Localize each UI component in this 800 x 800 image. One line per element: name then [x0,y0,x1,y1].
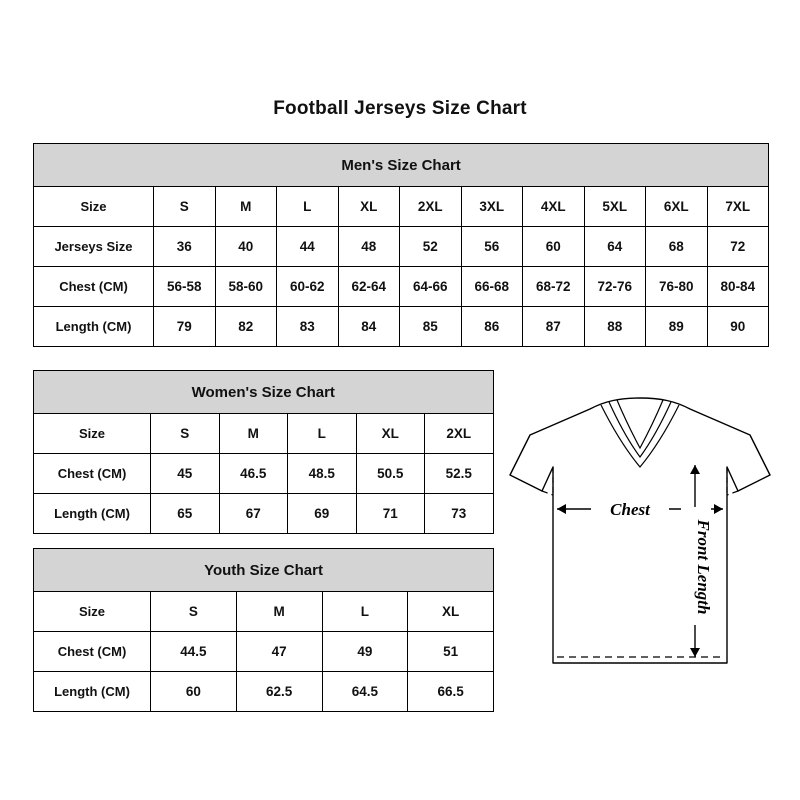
page-title: Football Jerseys Size Chart [273,98,527,119]
table-cell: XL [338,187,400,227]
table-cell: 90 [707,307,769,347]
row-label: Size [34,414,151,454]
youth-size-chart [33,548,493,712]
table-caption-row [34,549,494,592]
table-row [34,454,494,494]
table-cell: S [151,414,220,454]
womens-size-chart [33,370,493,534]
table-caption-row [34,144,769,187]
table-cell: 64 [584,227,646,267]
table-cell: 86 [461,307,523,347]
table-cell: 72-76 [584,267,646,307]
table-cell: 76-80 [646,267,708,307]
table-cell: 65 [151,494,220,534]
table-cell: L [277,187,339,227]
table-cell: 45 [151,454,220,494]
front-length-label: Front Length [694,519,713,615]
table-cell: 87 [523,307,585,347]
table-cell: 68 [646,227,708,267]
table-row [34,187,769,227]
table-cell: 85 [400,307,462,347]
table-cell: 36 [154,227,216,267]
table-cell: M [215,187,277,227]
chest-label: Chest [610,500,650,519]
table-cell: M [236,592,322,632]
table-cell: L [322,592,408,632]
mens-size-chart [33,143,767,347]
table-cell: 89 [646,307,708,347]
table-cell: 5XL [584,187,646,227]
table-cell: S [151,592,237,632]
table-cell: M [219,414,288,454]
row-label: Length (CM) [34,494,151,534]
table-cell: 44.5 [151,632,237,672]
table-cell: 3XL [461,187,523,227]
table-cell: 2XL [400,187,462,227]
table-cell: 83 [277,307,339,347]
table-cell: 69 [288,494,357,534]
table-cell: 60 [523,227,585,267]
table-cell: 58-60 [215,267,277,307]
table-caption-row [34,371,494,414]
table-cell: 73 [425,494,494,534]
table-cell: 60 [151,672,237,712]
sleeve-seam-lines [542,467,738,495]
table-cell: 51 [408,632,494,672]
mens-table-caption: Men's Size Chart [34,144,769,187]
table-row [34,592,494,632]
table-cell: 50.5 [356,454,425,494]
row-label: Jerseys Size [34,227,154,267]
table-cell: 66.5 [408,672,494,712]
table-cell: 67 [219,494,288,534]
jersey-measurement-diagram [495,395,785,695]
table-cell: 62-64 [338,267,400,307]
youth-table-caption: Youth Size Chart [34,549,494,592]
table-cell: 62.5 [236,672,322,712]
row-label: Length (CM) [34,307,154,347]
table-row [34,494,494,534]
table-cell: XL [408,592,494,632]
table-cell: 40 [215,227,277,267]
womens-size-table [33,370,494,534]
youth-size-table [33,548,494,712]
table-cell: 64.5 [322,672,408,712]
table-cell: 64-66 [400,267,462,307]
table-cell: 49 [322,632,408,672]
table-cell: 44 [277,227,339,267]
table-cell: 6XL [646,187,708,227]
table-row [34,307,769,347]
table-cell: 48.5 [288,454,357,494]
mens-size-table [33,143,769,347]
table-cell: 80-84 [707,267,769,307]
row-label: Chest (CM) [34,267,154,307]
table-cell: 7XL [707,187,769,227]
table-cell: 60-62 [277,267,339,307]
table-cell: XL [356,414,425,454]
table-cell: 52 [400,227,462,267]
table-row [34,414,494,454]
table-cell: S [154,187,216,227]
table-cell: L [288,414,357,454]
table-cell: 56-58 [154,267,216,307]
table-cell: 72 [707,227,769,267]
table-cell: 71 [356,494,425,534]
table-cell: 46.5 [219,454,288,494]
table-cell: 66-68 [461,267,523,307]
row-label: Size [34,187,154,227]
table-cell: 4XL [523,187,585,227]
row-label: Size [34,592,151,632]
row-label: Chest (CM) [34,632,151,672]
collar-icon [601,400,679,467]
row-label: Length (CM) [34,672,151,712]
womens-table-caption: Women's Size Chart [34,371,494,414]
table-cell: 47 [236,632,322,672]
table-cell: 79 [154,307,216,347]
table-cell: 56 [461,227,523,267]
table-row [34,267,769,307]
table-row [34,632,494,672]
shirt-outline-icon [510,398,770,663]
table-cell: 88 [584,307,646,347]
row-label: Chest (CM) [34,454,151,494]
table-cell: 2XL [425,414,494,454]
table-row [34,227,769,267]
table-cell: 48 [338,227,400,267]
table-cell: 84 [338,307,400,347]
table-cell: 68-72 [523,267,585,307]
table-cell: 82 [215,307,277,347]
table-cell: 52.5 [425,454,494,494]
table-row [34,672,494,712]
